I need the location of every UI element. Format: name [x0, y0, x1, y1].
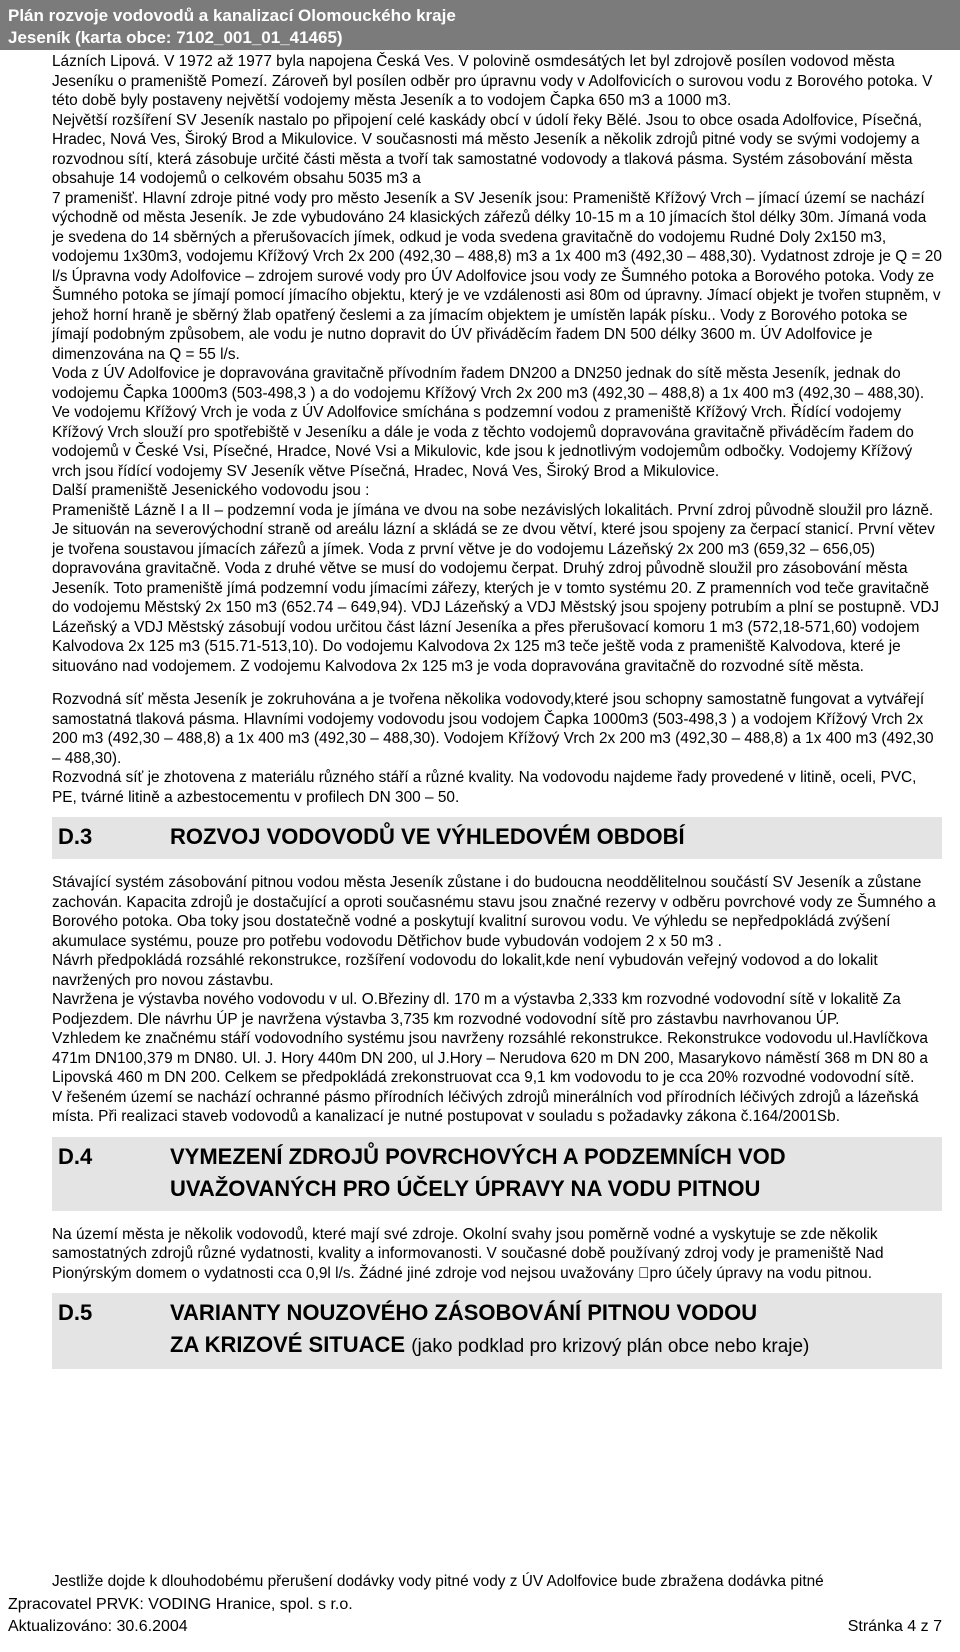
section-title-line-bold: ZA KRIZOVÉ SITUACE: [170, 1332, 406, 1357]
cutoff-text: [52, 1573, 942, 1591]
section-heading-d4: [52, 1137, 942, 1211]
paragraph: V řešeném území se nachází ochranné pásmo přírodních léčivých zdrojů minerálních vod přírodních léčivých zdrojů a lázeňská místa. Při realizaci staveb vodovodů a kanalizací je nutné postupovat v souladu s požadavky zákona č.164/2001Sb.: [52, 1088, 919, 1125]
section-title-line: VARIANTY NOUZOVÉHO ZÁSOBOVÁNÍ PITNOU VODOU: [170, 1300, 758, 1325]
paragraph: Na území města je několik vodovodů, které mají své zdroje. Okolní svahy jsou poměrně vodné a vyskytuje se zde několik samostatných zdrojů různé vydatnosti, kvality a informovanosti. V současné době používaný zdroj vody je prameniště Nad Pionýrským domem o vydatnosti cca 0,9l l/s. Žádné jiné zdroje vod nejsou uvažovány pro účely úpravy na vodu pitnou.: [52, 1225, 884, 1282]
paragraph: Návrh předpokládá rozsáhlé rekonstrukce, rozšíření vodovodu do lokalit,kde není vybudován veřejný vodovod a do lokalit navržených pro novou zástavbu.: [52, 952, 878, 989]
cutoff-text-line: Jestliže dojde k dlouhodobému přerušení dodávky vody pitné vody z ÚV Adolfovice bude zbražena dodávka pitné: [52, 1573, 824, 1590]
page-header: [0, 0, 960, 50]
paragraph: Další prameniště Jesenického vodovodu jsou :: [52, 482, 370, 499]
section-title: [170, 1297, 809, 1363]
section-title-line: UVAŽOVANÝCH PRO ÚČELY ÚPRAVY NA VODU PITNOU: [170, 1175, 761, 1201]
section-title: ROZVOJ VODOVODŮ VE VÝHLEDOVÉM OBDOBÍ: [170, 824, 685, 849]
section-number: D.3: [58, 824, 93, 849]
section-heading-d3: [52, 817, 942, 859]
paragraph: Stávající systém zásobování pitnou vodou města Jeseník zůstane i do budoucna neoddělitelnou součástí SV Jeseník a zůstane zachován. Kapacita zdrojů je dostačující a oproti současnému stavu jsou značné rezervy v odběru povrchové vody ze Šumného a Borového potoka. Oba toky jsou dostatečně vodné a poskytují kvalitní surovou vodu. Ve výhledu se nepředpokládá zvýšení akumulace systému, pouze pro potřebu vodovodu Dětřichov bude vybudován vodojem 2 x 50 m3 .: [52, 874, 936, 950]
paragraph: Lázních Lipová. V 1972 až 1977 byla napojena Česká Ves. V polovině osmdesátých let byl zdrojově posílen vodovod města Jeseníku o prameniště Pomezí. Zároveň byl posílen odběr pro úpravnu vody v Adolfovicích o surovou vodu z Borového potoka. V této době byly postaveny největší vodojemy města Jeseník a to vodojem Čapka 650 m3 a 1000 m3.: [52, 53, 933, 109]
section-title-line: VYMEZENÍ ZDROJŮ POVRCHOVÝCH A PODZEMNÍCH VOD: [170, 1143, 786, 1169]
paragraph: 7 pramenišť. Hlavní zdroje pitné vody pro město Jeseník a SV Jeseník jsou: Prameniště Křížový Vrch – jímací území se nachází východně od města Jeseník. Je zde vybudováno 24 klasických zářezů délky 10-15 m a 10 jímacích štol délky 30m. Jímaná voda je svedena do 14 sběrných a přerušovacích jímek, odkud je voda svedena gravitačně do vodojemu Rudné Doly 2x150 m3, vodojemu 1x30m3, vodojemu Křížový Vrch 2x 200 (492,30 – 488,8) m3 a 1x 400 m3 (492,30 – 488,30). Vydatnost zdroje je Q = 20 l/s Úpravna vody Adolfovice – zdrojem surové vody pro ÚV Adolfovice jsou vody ze Šumného potoka a Borového potoka. Vody ze Šumného potoka se jímají pomocí jímacího objektu, který je ve vzdálenosti asi 80m od úpravny. Jímací objekt je tvořen stupněm, v jehož horní hraně je sběrný žlab opatřený česlemi a za jímacím objektem je umístěn lapák písku.. Vody z Borového potoka se jímají podobným způsobem, ale vodu je nutno dopravit do ÚV přiváděcím řadem DN 500 délky 3600 m. ÚV Adolfovice je dimenzována na Q = 55 l/s.: [52, 189, 942, 363]
header-title: Plán rozvoje vodovodů a kanalizací Olomouckého kraje: [8, 6, 456, 25]
document-body: [52, 52, 942, 1580]
paragraph: Rozvodná síť je zhotovena z materiálu různého stáří a různé kvality. Na vodovodu najdeme řady provedené v litině, oceli, PVC, PE, tvárné litině a azbestocementu v profilech DN 300 – 50.: [52, 769, 917, 806]
paragraph: Vzhledem ke značnému stáří vodovodního systému jsou navrženy rozsáhlé rekonstrukce. Rekonstrukce vodovodu ul.Havlíčkova 471m DN100,379 m DN80. Ul. J. Hory 440m DN 200, ul J.Hory – Nerudova 620 m DN 200, Masarykovo náměstí 368 m DN 80 a Lipovská 460 m DN 200. Celkem se předpokládá zrekonstruovat cca 9,1 km vodovodu to je cca 20% rozvodné vodovodní sítě.: [52, 1030, 928, 1086]
section-title-line: [170, 1329, 809, 1363]
section-heading-d5: [52, 1293, 942, 1369]
section-title-note: (jako podklad pro krizový plán obce nebo kraje): [411, 1336, 810, 1357]
footer-processor: Zpracovatel PRVK: VODING Hranice, spol. s r.o.: [8, 1596, 353, 1613]
paragraph: Největší rozšíření SV Jeseník nastalo po připojení celé kaskády obcí v údolí řeky Bělé. Jsou to obce osada Adolfovice, Písečná, Hradec, Nová Ves, Široký Brod a Mikulovice. V současnosti má město Jeseník a několik zdrojů pitné vody se svými vodojemy a rozvodnou sítí, která zásobuje určité části města a tvoří tak samostatné vodovody a tlaková pásma. Systém zásobování města obsahuje 14 vodojemů o celkovém obsahu 5035 m3 a: [52, 111, 923, 187]
footer-updated: Aktualizováno: 30.6.2004: [8, 1618, 188, 1635]
paragraph: Voda z ÚV Adolfovice je dopravována gravitačně přívodním řadem DN200 a DN250 jednak do sítě města Jeseník, jednak do vodojemu Čapka 1000m3 (503-498,3 ) a do vodojemu Křížový Vrch 2x 200 m3 (492,30 – 488,8) a 1x 400 m3 (492,30 – 488,30). Ve vodojemu Křížový Vrch je voda z ÚV Adolfovice smíchána s podzemní vodou z prameniště Křížový Vrch. Řídící vodojemy Křížový Vrch slouží pro spotřebiště v Jeseníku a dále je voda z těchto vodojemů dopravována gravitačně přiváděcím řadem do vodojemů v České Vsi, Písečné, Hradce, Nové Vsi a Mikulovic, kde jsou k jednotlivým vodojemům odbočky. Vodojemy Křížový vrch jsou řídící vodojemy SV Jeseník větve Písečná, Hradec, Nová Ves, Široký Brod a Mikulovice.: [52, 365, 925, 480]
section-number: D.5: [58, 1300, 93, 1325]
section-title: [170, 1141, 786, 1205]
paragraph: Rozvodná síť města Jeseník je zokruhována a je tvořena několika vodovody,které jsou schopny samostatně fungovat a vytvářejí samostatná tlaková pásma. Hlavními vodojemy vodovodu jsou vodojem Čapka 1000m3 (503-498,3 ) a vodojem Křížový Vrch 2x 200 m3 (492,30 – 488,8) a 1x 400 m3 (492,30 – 488,30). Vodojem Křížový Vrch 2x 200 m3 (492,30 – 488,8) a 1x 400 m3 (492,30 – 488,30).: [52, 691, 934, 767]
paragraph: Prameniště Lázně I a II – podzemní voda je jímána ve dvou na sobe nezávislých lokalitách. První zdroj původně sloužil pro lázně. Je situován na severovýchodní straně od areálu lázní a skládá se ze dvou větví, které jsou spojeny za čerpací stanicí. První větev je tvořena soustavou jímacích zářezů a jímek. Voda z první větve je do vodojemu Lázeňský 2x 200 m3 (659,32 – 656,05) dopravována gravitačně. Voda z druhé větve se musí do vodojemu čerpat. Druhý zdroj původně sloužil pro zásobování města Jeseník. Toto prameniště jímá podzemní vodu jímacími zářezy, kterých je v tomto systému 20. Z pramenních vod teče gravitačně do vodojemu Městský 2x 150 m3 (652.74 – 649,94). VDJ Lázeňský a VDJ Městský jsou spojeny potrubím a plní se postupně. VDJ Lázeňský a VDJ Městský zásobují vodou určitou část lázní Jeseníka a přes přerušovací komoru 1 m3 (572,18-571,60) vodojem Kalvodova 2x 125 m3 (515.71-513,10). Do vodojemu Kalvodova 2x 125 m3 teče ještě voda z prameniště Kalvodova, které je situováno nad vodojemem. Z vodojemu Kalvodova 2x 125 m3 je voda dopravována gravitačně do rozvodné sítě města.: [52, 501, 940, 675]
paragraph: Navržena je výstavba nového vodovodu v ul. O.Březiny dl. 170 m a výstavba 2,333 km rozvodné vodovodní sítě v lokalitě Za Podjezdem. Dle návrhu ÚP je navržena výstavba 3,735 km rozvodné vodovodní sítě pro zástavbu navrhovanou ÚP.: [52, 991, 901, 1028]
page-number: Stránka 4 z 7: [847, 1618, 942, 1635]
header-subtitle: Jeseník (karta obce: 7102_001_01_41465): [8, 28, 343, 47]
section-number: D.4: [58, 1143, 93, 1169]
page-footer: [8, 1594, 353, 1638]
